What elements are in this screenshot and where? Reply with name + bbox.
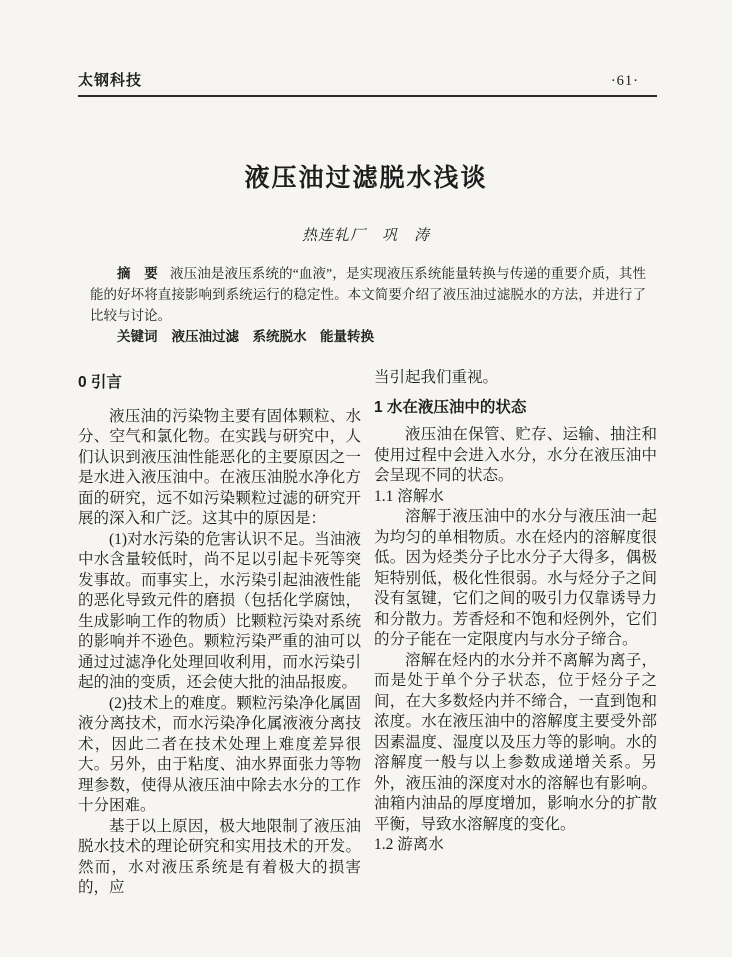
- author-byline: 热连轧厂 巩 涛: [301, 228, 430, 244]
- paragraph: 基于以上原因，极大地限制了液压油脱水技术的理论研究和实用技术的开发。然而，水对液压系统是有着极大的损害的，应: [78, 817, 361, 896]
- section-heading-water-states: 1 水在液压油中的状态: [374, 398, 527, 416]
- paragraph-continuation: 当引起我们重视。: [374, 369, 499, 386]
- paragraph: (1)对水污染的危害认识不足。当油液中水含量较低时，尚不足以引起卡死等突发事故。而事实上，水污染引起油液性能的恶化导致元件的磨损（包括化学腐蚀，生成影响工作的物质）比颗粒污染对系统的影响并不逊色。颗粒污染严重的油可以通过过滤净化处理回收利用，而水污染引起的油的变质，还会使大批的油品报废。: [78, 530, 361, 691]
- article-title: 液压油过滤脱水浅谈: [244, 165, 488, 192]
- subsection-heading-dissolved-water: 1.1 溶解水: [374, 487, 444, 505]
- paragraph: 溶解于液压油中的水分与液压油一起为均匀的单相物质。水在烃内的溶解度很低。因为烃类分子比水分子大得多，偶极矩特别低，极化性很弱。水与烃分子之间没有氢键，它们之间的吸引力仅靠诱导力和分散力。芳香烃和不饱和烃例外，它们的分子能在一定限度内与水分子缔合。: [374, 508, 657, 648]
- paragraph: (2)技术上的难度。颗粒污染净化属固液分离技术，而水污染净化属液液分离技术，因此二者在技术处理上难度差异很大。另外，由于粘度、油水界面张力等物理参数，使得从液压油中除去水分的工作十分困难。: [78, 694, 361, 814]
- running-header: [78, 69, 657, 97]
- paragraph: 液压油在保管、贮存、运输、抽注和使用过程中会进入水分，水分在液压油中会呈现不同的状态。: [374, 426, 657, 484]
- paragraph: 溶解在烃内的水分并不离解为离子，而是处于单个分子状态，位于烃分子之间，在大多数烃内并不缔合，一直到饱和浓度。水在液压油中的溶解度主要受外部因素温度、湿度以及压力等的影响。水的溶解度一般与以上参数成递增关系。另外，液压油的深度对水的溶解也有影响。油箱内油品的厚度增加，影响水分的扩散平衡，导致水溶解度的变化。: [374, 651, 657, 833]
- left-column: [78, 368, 361, 899]
- section-heading-intro: 0 引言: [78, 374, 122, 391]
- abstract-label: 摘 要: [117, 266, 158, 281]
- abstract-block: [90, 263, 646, 347]
- keywords-text: 液压油过滤 系统脱水 能量转换: [171, 329, 374, 344]
- abstract-text: 液压油是液压系统的“血液”，是实现液压系统能量转换与传递的重要介质，其性能的好坏将直接影响到系统运行的稳定性。本文简要介绍了液压油过滤脱水的方法，并进行了比较与讨论。: [90, 266, 647, 323]
- subsection-heading-free-water: 1.2 游离水: [374, 836, 444, 853]
- abstract-paragraph: [90, 263, 646, 326]
- keywords-label: 关键词: [117, 329, 158, 344]
- journal-name: 太钢科技: [78, 72, 143, 89]
- page-number: ·61·: [610, 73, 639, 89]
- body-columns: [78, 368, 658, 899]
- right-column: [374, 368, 657, 899]
- keywords-line: [90, 326, 646, 347]
- paragraph: 液压油的污染物主要有固体颗粒、水分、空气和氯化物。在实践与研究中，人们认识到液压油性能恶化的主要原因之一是水进入液压油中。在液压油脱水净化方面的研究，远不如污染颗粒过滤的研究开展的深入和广泛。这其中的原因是：: [78, 407, 361, 527]
